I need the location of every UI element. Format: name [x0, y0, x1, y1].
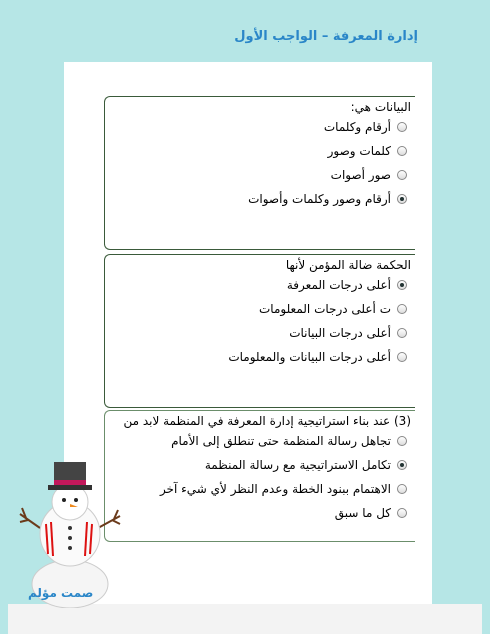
radio-button[interactable] — [397, 146, 407, 156]
radio-button[interactable] — [397, 304, 407, 314]
q1-option-2[interactable] — [105, 139, 415, 163]
snowman-caption: صمت مؤلم — [28, 586, 94, 600]
radio-button[interactable] — [397, 508, 407, 518]
question-1 — [104, 96, 415, 250]
radio-button-selected[interactable] — [397, 460, 407, 470]
q3-option-4[interactable] — [105, 501, 415, 525]
q2-option-1[interactable] — [105, 273, 415, 297]
question-3 — [104, 410, 415, 542]
radio-button[interactable] — [397, 436, 407, 446]
option-label: أعلى درجات المعرفة — [286, 278, 391, 292]
q1-option-1[interactable] — [105, 115, 415, 139]
radio-button[interactable] — [397, 484, 407, 494]
option-label: صور أصوات — [330, 168, 391, 182]
radio-button-selected[interactable] — [397, 194, 407, 204]
q3-option-2[interactable] — [105, 453, 415, 477]
question-3-text: (3) عند بناء استراتيجية إدارة المعرفة في المنظمة لابد من — [123, 414, 411, 428]
radio-button[interactable] — [397, 170, 407, 180]
option-label: تكامل الاستراتيجية مع رسالة المنظمة — [204, 458, 391, 472]
option-label: أرقام وكلمات — [323, 120, 391, 134]
q2-option-2[interactable] — [105, 297, 415, 321]
option-label: كل ما سبق — [334, 506, 391, 520]
q3-option-3[interactable] — [105, 477, 415, 501]
option-label: الاهتمام ببنود الخطة وعدم النظر لأي شيء آخر — [159, 482, 391, 496]
q2-option-3[interactable] — [105, 321, 415, 345]
page-title: إدارة المعرفة – الواجب الأول — [234, 29, 418, 44]
radio-button-selected[interactable] — [397, 280, 407, 290]
question-2 — [104, 254, 415, 408]
option-label: أعلى درجات البيانات — [289, 326, 391, 340]
option-label: تجاهل رسالة المنظمة حتى تنطلق إلى الأمام — [171, 434, 391, 448]
option-label: أعلى درجات البيانات والمعلومات — [228, 350, 391, 364]
question-2-text: الحكمة ضالة المؤمن لأنها — [285, 258, 411, 272]
q1-option-4[interactable] — [105, 187, 415, 211]
footer-band — [8, 604, 482, 634]
option-label: ت أعلى درجات المعلومات — [259, 302, 391, 316]
radio-button[interactable] — [397, 122, 407, 132]
q2-option-4[interactable] — [105, 345, 415, 369]
question-1-text: البيانات هي: — [350, 100, 411, 114]
q1-option-3[interactable] — [105, 163, 415, 187]
option-label: أرقام وصور وكلمات وأصوات — [248, 192, 391, 206]
radio-button[interactable] — [397, 328, 407, 338]
radio-button[interactable] — [397, 352, 407, 362]
option-label: كلمات وصور — [327, 144, 391, 158]
q3-option-1[interactable] — [105, 429, 415, 453]
